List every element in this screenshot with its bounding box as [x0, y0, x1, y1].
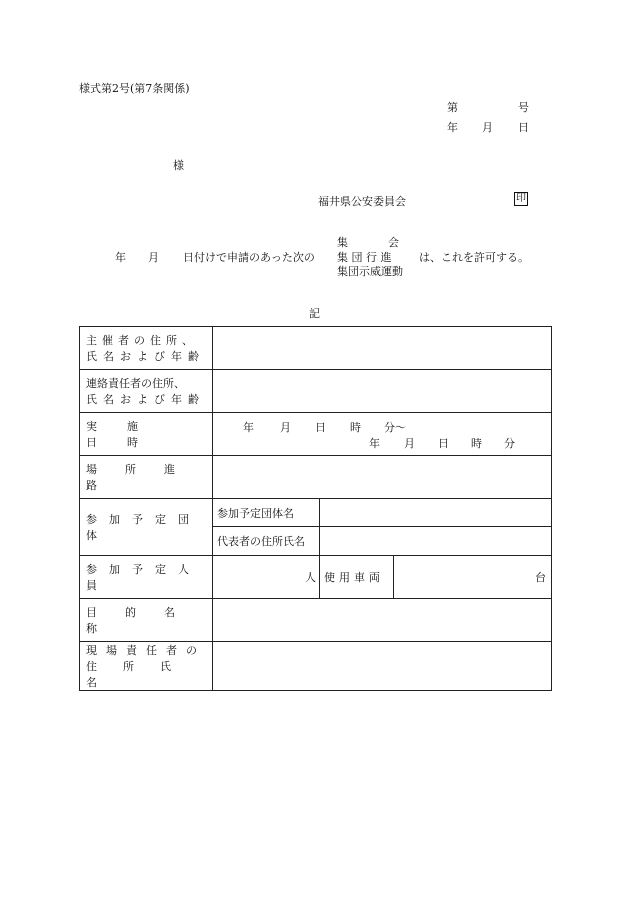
- dt1-minute: 分～: [384, 421, 406, 434]
- row-organizer: [80, 327, 552, 370]
- people-label: 参加予定人員: [80, 556, 213, 599]
- dt1-year: 年: [243, 421, 254, 434]
- purpose-label: 目的名称: [80, 599, 213, 642]
- organizer-label-line2: 氏名および年齢: [86, 350, 205, 363]
- responsible-label-line2: 氏名および年齢: [86, 393, 205, 406]
- permit-year: 年: [115, 251, 126, 264]
- document-number-suffix: 号: [518, 101, 529, 114]
- organizer-label-line1: 主催者の住所、: [86, 334, 198, 347]
- dt2-month: 月: [404, 437, 415, 450]
- permit-kind-march: 集 団 行 進: [337, 251, 392, 264]
- dt2-day: 日: [438, 437, 449, 450]
- site-manager-value[interactable]: [213, 642, 552, 691]
- vehicles-unit: 台: [535, 571, 546, 584]
- site-manager-label-line1: 現場責任者の: [86, 644, 206, 657]
- site-manager-label: [80, 642, 213, 691]
- dt1-hour: 時: [350, 421, 361, 434]
- responsible-label: [80, 370, 213, 413]
- datetime-label: 実施日時: [80, 413, 213, 456]
- dt2-year: 年: [369, 437, 380, 450]
- date-year: 年: [447, 121, 458, 134]
- row-responsible: [80, 370, 552, 413]
- site-manager-label-line2: 住所氏名: [86, 660, 197, 689]
- dt2-minute: 分: [504, 437, 515, 450]
- group-rep-value[interactable]: [320, 527, 552, 556]
- permit-middle-text: 日付けで申請のあった次の: [183, 251, 315, 264]
- permit-detail-table: [79, 326, 552, 691]
- datetime-value[interactable]: [213, 413, 552, 456]
- permit-tail-text: は、これを許可する。: [419, 251, 529, 264]
- vehicles-value[interactable]: [394, 556, 552, 599]
- dt2-hour: 時: [471, 437, 482, 450]
- seal-mark: 印: [516, 193, 526, 204]
- row-datetime: [80, 413, 552, 456]
- people-unit: 人: [305, 571, 316, 584]
- date-month: 月: [482, 121, 493, 134]
- row-purpose: [80, 599, 552, 642]
- document-number-prefix: 第: [447, 101, 458, 114]
- responsible-label-line1: 連絡責任者の住所、: [86, 377, 185, 390]
- groups-label: 参加予定団体: [80, 499, 213, 556]
- form-number: 様式第2号(第7条関係): [79, 82, 190, 95]
- issuer-name: 福井県公安委員会: [318, 195, 406, 208]
- responsible-value[interactable]: [213, 370, 552, 413]
- route-label: 場所進路: [80, 456, 213, 499]
- permit-kind-assembly: 集 会: [337, 236, 405, 249]
- purpose-value[interactable]: [213, 599, 552, 642]
- permit-kind-demonstration: 集団示威運動: [337, 265, 403, 278]
- group-name-label: 参加予定団体名: [213, 499, 320, 527]
- organizer-label: [80, 327, 213, 370]
- addressee-suffix: 様: [173, 159, 184, 172]
- group-name-value[interactable]: [320, 499, 552, 527]
- organizer-value[interactable]: [213, 327, 552, 370]
- dt1-day: 日: [315, 421, 326, 434]
- people-value[interactable]: [213, 556, 320, 599]
- row-groups-name: [80, 499, 552, 527]
- permit-month: 月: [148, 251, 159, 264]
- date-day: 日: [518, 121, 529, 134]
- route-value[interactable]: [213, 456, 552, 499]
- vehicles-label: 使用車両: [320, 556, 394, 599]
- dt1-month: 月: [280, 421, 291, 434]
- row-site-manager: [80, 642, 552, 691]
- group-rep-label: 代表者の住所氏名: [213, 527, 320, 556]
- row-route: [80, 456, 552, 499]
- row-people: [80, 556, 552, 599]
- ki-heading: 記: [309, 307, 320, 320]
